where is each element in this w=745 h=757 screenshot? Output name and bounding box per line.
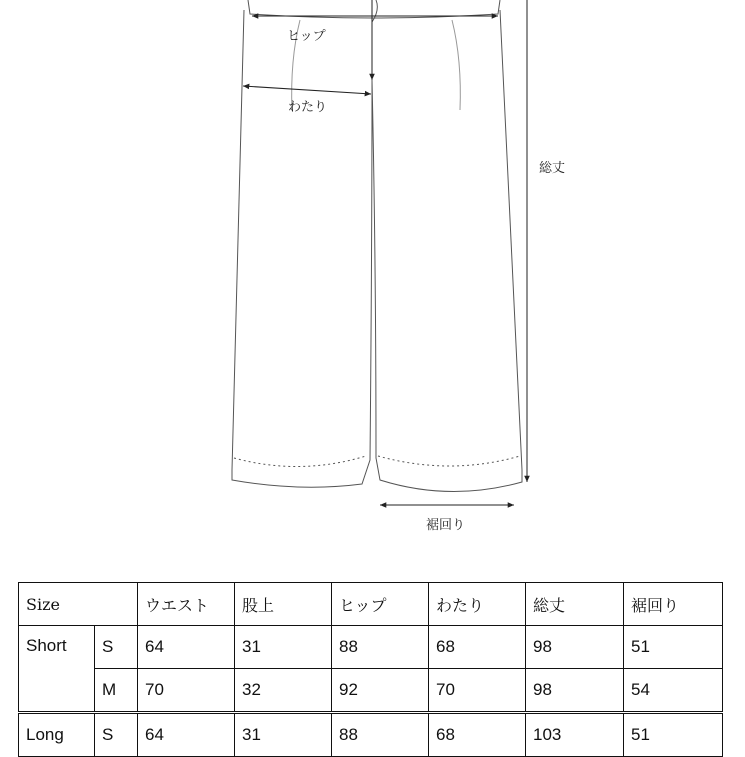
table-cell: 70 bbox=[138, 669, 235, 713]
table-cell: 98 bbox=[526, 669, 624, 713]
header-total-length: 総丈 bbox=[526, 583, 624, 626]
size-table bbox=[18, 582, 723, 757]
thigh-arrow bbox=[243, 86, 371, 94]
table-cell: 68 bbox=[429, 626, 526, 669]
total-length-label: 総丈 bbox=[539, 161, 566, 176]
table-cell: 31 bbox=[235, 626, 332, 669]
table-cell: 32 bbox=[235, 669, 332, 713]
hem-label: 裾回り bbox=[426, 518, 466, 533]
table-cell: 88 bbox=[332, 626, 429, 669]
header-thigh: わたり bbox=[429, 583, 526, 626]
table-cell: 64 bbox=[138, 713, 235, 757]
size-cell: S bbox=[95, 713, 138, 757]
group-label-long: Long bbox=[19, 713, 95, 757]
table-cell: 64 bbox=[138, 626, 235, 669]
table-cell: 92 bbox=[332, 669, 429, 713]
table-header-row bbox=[19, 583, 723, 626]
thigh-label: わたり bbox=[288, 100, 328, 115]
group-label-short: Short bbox=[19, 626, 95, 713]
header-hem: 裾回り bbox=[624, 583, 723, 626]
table-cell: 51 bbox=[624, 626, 723, 669]
header-hip: ヒップ bbox=[332, 583, 429, 626]
size-cell: M bbox=[95, 669, 138, 713]
header-waist: ウエスト bbox=[138, 583, 235, 626]
table-row bbox=[19, 626, 723, 669]
table-cell: 31 bbox=[235, 713, 332, 757]
table-row bbox=[19, 669, 723, 713]
table-cell: 88 bbox=[332, 713, 429, 757]
table-cell: 98 bbox=[526, 626, 624, 669]
header-size: Size bbox=[19, 583, 138, 626]
table-cell: 70 bbox=[429, 669, 526, 713]
table-cell: 51 bbox=[624, 713, 723, 757]
table-cell: 54 bbox=[624, 669, 723, 713]
table-cell: 103 bbox=[526, 713, 624, 757]
pants-outline bbox=[232, 0, 522, 492]
table-cell: 68 bbox=[429, 713, 526, 757]
size-cell: S bbox=[95, 626, 138, 669]
table-row bbox=[19, 713, 723, 757]
header-rise: 股上 bbox=[235, 583, 332, 626]
hip-label: ヒップ bbox=[287, 29, 326, 44]
